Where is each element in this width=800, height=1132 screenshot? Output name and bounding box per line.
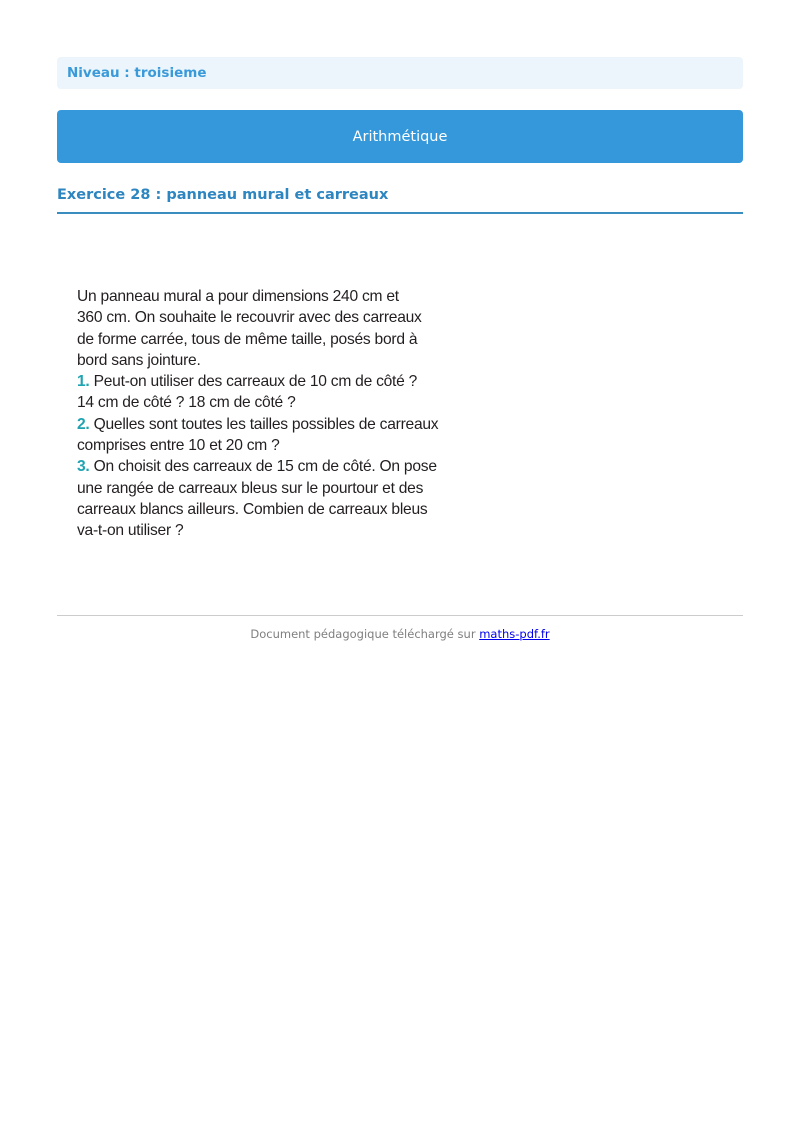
question-1-line (77, 371, 467, 392)
exercise-statement (77, 286, 467, 542)
intro-line: 360 cm. On souhaite le recouvrir avec des carreaux (77, 309, 422, 327)
question-3-line: va-t-on utiliser ? (77, 522, 184, 540)
exercise-title: Exercice 28 : panneau mural et carreaux (57, 186, 743, 214)
intro-line: de forme carrée, tous de même taille, posés bord à (77, 330, 418, 348)
level-box (57, 57, 743, 89)
footer-divider (57, 615, 743, 616)
question-3-line: carreaux blancs ailleurs. Combien de carreaux bleus (77, 500, 428, 518)
footer-text: Document pédagogique téléchargé sur (250, 627, 476, 641)
intro-line: bord sans jointure. (77, 351, 201, 369)
footer-link[interactable]: maths-pdf.fr (479, 627, 550, 641)
question-2-line (77, 414, 467, 435)
topic-title: Arithmétique (352, 128, 448, 145)
topic-banner (57, 110, 743, 163)
question-number: 3. (77, 458, 90, 476)
question-text: On choisit des carreaux de 15 cm de côté. On pose (93, 458, 437, 476)
question-number: 1. (77, 373, 90, 391)
level-separator: : (119, 65, 135, 81)
intro-line: Un panneau mural a pour dimensions 240 cm et (77, 288, 399, 305)
footer (57, 627, 743, 641)
question-text: Peut-on utiliser des carreaux de 10 cm de côté ? (93, 373, 418, 391)
question-2-line: comprises entre 10 et 20 cm ? (77, 437, 280, 455)
question-3-line: une rangée de carreaux bleus sur le pourtour et des (77, 479, 424, 497)
question-number: 2. (77, 415, 90, 433)
question-1-line: 14 cm de côté ? 18 cm de côté ? (77, 394, 296, 412)
level-value: troisieme (134, 65, 207, 81)
level-label: Niveau (67, 65, 120, 81)
question-3-line (77, 456, 467, 477)
question-text: Quelles sont toutes les tailles possibles de carreaux (93, 415, 439, 433)
